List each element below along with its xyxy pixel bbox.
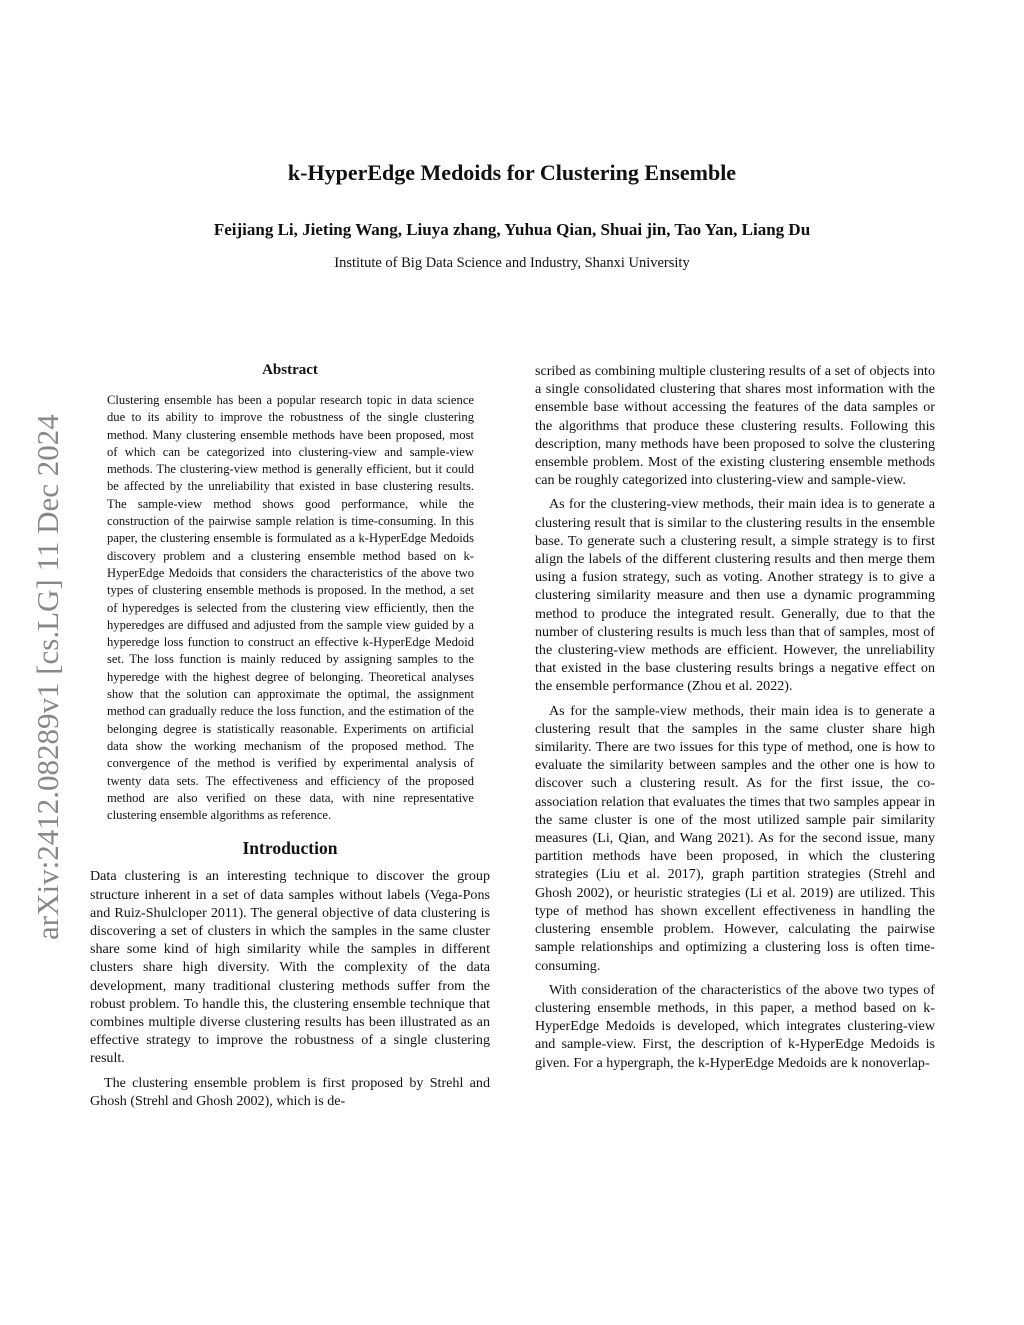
intro-paragraph-1: Data clustering is an interesting technique to discover the group structure inherent in a set of data samples without labels (Vega-Pons and Ruiz-Shulcloper 2011). The general objective of data clustering is discovering a set of clusters in which the samples in the same cluster share some kind of high similarity while the samples in different clusters share high diversity. With the complexity of the data development, many traditional clustering methods suffer from the robust problem. To handle this, the clustering ensemble technique that combines multiple diverse clustering results has been illustrated as an effective strategy to improve the robustness of a single clustering result.: [90, 868, 490, 1067]
introduction-heading: Introduction: [242, 838, 338, 859]
arxiv-identifier-stamp: arXiv:2412.08289v1 [cs.LG] 11 Dec 2024: [30, 414, 65, 940]
abstract-text: Clustering ensemble has been a popular research topic in data science due to its ability to improve the robustness of the single clustering method. Many clustering ensemble methods have been proposed, most of which can be categorized into clustering-view and sample-view methods. The clustering-view method is generally efficient, but it could be affected by the unreliability that existed in base clustering results. The sample-view method shows good performance, while the construction of the pairwise sample relation is time-consuming. In this paper, the clustering ensemble is formulated as a k-HyperEdge Medoids discovery problem and a clustering ensemble method based on k-HyperEdge Medoids that considers the characteristics of the above two types of clustering ensemble methods is proposed. In the method, a set of hyperedges is selected from the clustering view efficiently, then the hyperedges are diffused and adjusted from the sample view guided by a hyperedge loss function to construct an effective k-HyperEdge Medoid set. The loss function is mainly reduced by assigning samples to the hyperedge with the highest degree of belonging. Theoretical analyses show that the solution can approximate the optimal, the assignment method can gradually reduce the loss function, and the estimation of the belonging degree is statistically reasonable. Experiments on artificial data show the working mechanism of the proposed method. The convergence of the method is verified by experimental analysis of twenty data sets. The effectiveness and efficiency of the proposed method are also verified on these data, with nine representative clustering ensemble algorithms as reference.: [107, 393, 474, 823]
right-column: [535, 362, 935, 1072]
left-column: [90, 362, 490, 1110]
right-paragraph-1: scribed as combining multiple clustering results of a set of objects into a single consolidated clustering that shares most information with the ensemble base without accessing the features of the data samples or the algorithms that produce these clustering results. Following this description, many methods have been proposed to solve the clustering ensemble problem. Most of the existing clustering ensemble methods can be roughly categorized into clustering-view and sample-view.: [535, 363, 935, 489]
author-list: Feijiang Li, Jieting Wang, Liuya zhang, Yuhua Qian, Shuai jin, Tao Yan, Liang Du: [213, 220, 811, 239]
right-paragraph-3: As for the sample-view methods, their main idea is to generate a clustering result that the samples in the same cluster share high similarity. There are two issues for this type of method, one is how to evaluate the similarity between samples and the other one is how to discover such a clustering result. As for the first issue, the co-association relation that evaluates the times that two samples appear in the same cluster is one of the most utilized sample pair similarity measures (Li, Qian, and Wang 2021). As for the second issue, many partition methods have been proposed, in which the clustering strategies (Liu et al. 2017), graph partition strategies (Strehl and Ghosh 2002), or heuristic strategies (Li et al. 2019) are utilized. This type of method has shown excellent effectiveness in handling the clustering ensemble problem. However, calculating the pairwise sample relationships and optimizing a clustering loss is often time-consuming.: [535, 702, 935, 974]
paper-title: k-HyperEdge Medoids for Clustering Ensemble: [287, 160, 737, 185]
affiliation: Institute of Big Data Science and Industry, Shanxi University: [334, 255, 690, 271]
right-paragraph-2: As for the clustering-view methods, their main idea is to generate a clustering result that is similar to the clustering results in the ensemble base. To generate such a clustering result, a simple strategy is to first align the labels of the different clustering results and then merge them using a fusion strategy, such as voting. Another strategy is to give a clustering similarity measure and then use a dynamic programming method to produce the integrated result. Generally, due to that the number of clustering results is much less than that of samples, most of the clustering-view methods are efficient. However, the unreliability that existed in the base clustering results brings a negative effect on the ensemble performance (Zhou et al. 2022).: [535, 496, 935, 695]
intro-paragraph-2: The clustering ensemble problem is first proposed by Strehl and Ghosh (Strehl and Ghosh 2002), which is de-: [90, 1074, 490, 1109]
right-paragraph-4: With consideration of the characteristics of the above two types of clustering ensemble methods, in this paper, a method based on k-HyperEdge Medoids is developed, which integrates clustering-view and sample-view. First, the description of k-HyperEdge Medoids is given. For a hypergraph, the k-HyperEdge Medoids are k nonoverlap-: [535, 981, 935, 1071]
abstract-heading: Abstract: [262, 362, 318, 378]
